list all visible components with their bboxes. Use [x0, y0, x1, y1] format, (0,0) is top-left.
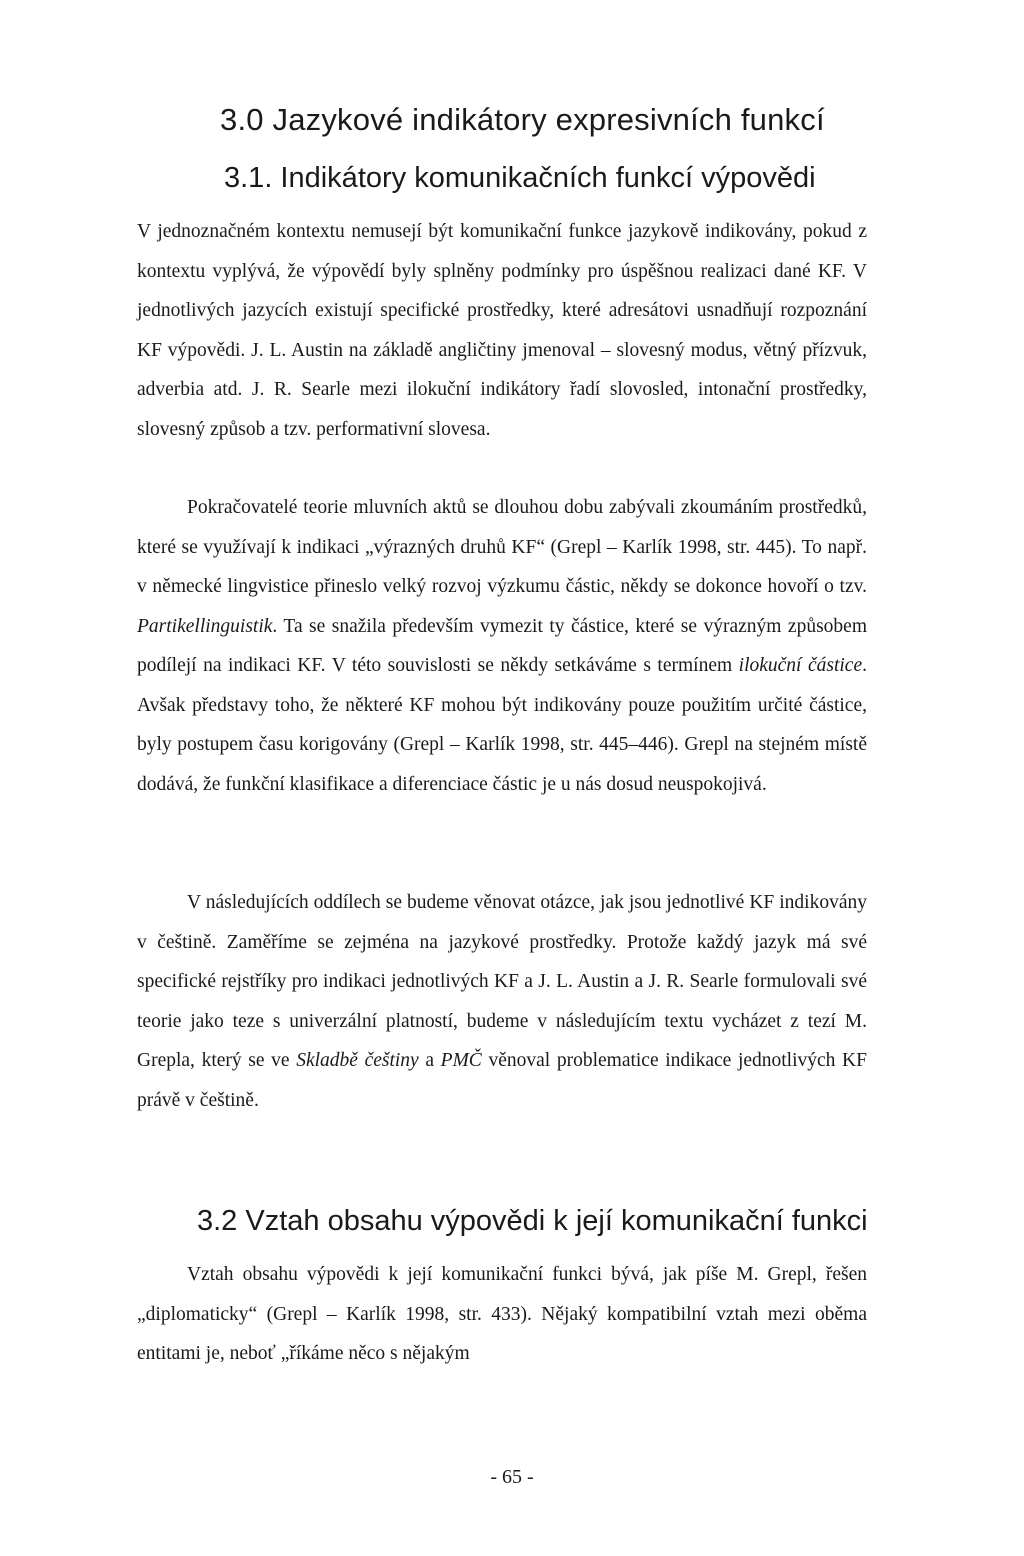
paragraph-3-text-b: a: [418, 1050, 441, 1071]
paragraph-3-italic-title-2: PMČ: [440, 1050, 482, 1071]
chapter-heading: 3.0 Jazykové indikátory expresivních funkcí: [220, 102, 825, 137]
paragraph-3-italic-title-1: Skladbě češtiny: [296, 1050, 419, 1071]
section-heading-3-1: 3.1. Indikátory komunikačních funkcí výpovědi: [224, 162, 816, 194]
paragraph-3-text-a: V následujících oddílech se budeme věnovat otázce, jak jsou jednotlivé KF indikovány v češtině. Zaměříme se zejména na jazykové prostředky. Protože každý jazyk má své specifické rejstříky pro indikaci jednotlivých KF a J. L. Austin a J. R. Searle formulovali své teorie jako teze s univerzální platností, budeme v následujícím textu vycházet z tezí M. Grepla, který se ve: [137, 892, 867, 1071]
page-number: - 65 -: [490, 1466, 534, 1488]
paragraph-2-text-b: . Ta se snažila především vymezit ty částice, které se výrazným způsobem podílejí na indikaci KF. V této souvislosti se někdy setkáváme s termínem: [137, 615, 867, 676]
paragraph-2-text-c: . Avšak představy toho, že některé KF mohou být indikovány pouze použitím určité částice, byly postupem času korigovány (Grepl – Karlík 1998, str. 445–446). Grepl na stejném místě dodává, že funkční klasifikace a diferenciace částic je u nás dosud neuspokojivá.: [137, 655, 867, 795]
paragraph-4: Vztah obsahu výpovědi k její komunikační funkci bývá, jak píše M. Grepl, řešen „diplomaticky“ (Grepl – Karlík 1998, str. 433). Nějaký kompatibilní vztah mezi oběma entitami je, neboť „říkáme něco s nějakým: [137, 1264, 867, 1364]
paragraph-2-text-a: Pokračovatelé teorie mluvních aktů se dlouhou dobu zabývali zkoumáním prostředků, které se využívají k indikaci „výrazných druhů KF“ (Grepl – Karlík 1998, str. 445). To např. v německé lingvistice přineslo velký rozvoj výzkumu částic, někdy se dokonce hovoří o tzv.: [137, 497, 867, 597]
paragraph-3: [137, 883, 867, 1120]
paragraph-1: V jednoznačném kontextu nemusejí být komunikační funkce jazykově indikovány, pokud z kontextu vyplývá, že výpovědí byly splněny podmínky pro úspěšnou realizaci dané KF. V jednotlivých jazycích existují specifické prostředky, které adresátovi usnadňují rozpoznání KF výpovědi. J. L. Austin na základě angličtiny jmenoval – slovesný modus, větný přízvuk, adverbia atd. J. R. Searle mezi ilokuční indikátory řadí slovosled, intonační prostředky, slovesný způsob a tzv. performativní slovesa.: [137, 221, 867, 440]
paragraph-2: [137, 488, 867, 804]
section-heading-3-2: 3.2 Vztah obsahu výpovědi k její komunikační funkci: [197, 1205, 868, 1237]
paragraph-2-italic-term-1: Partikellinguistik: [137, 615, 273, 637]
paragraph-3-text-c: věnoval problematice indikace jednotlivých KF právě v češtině.: [137, 1050, 867, 1111]
paragraph-2-italic-term-2: ilokuční částice: [738, 655, 863, 676]
